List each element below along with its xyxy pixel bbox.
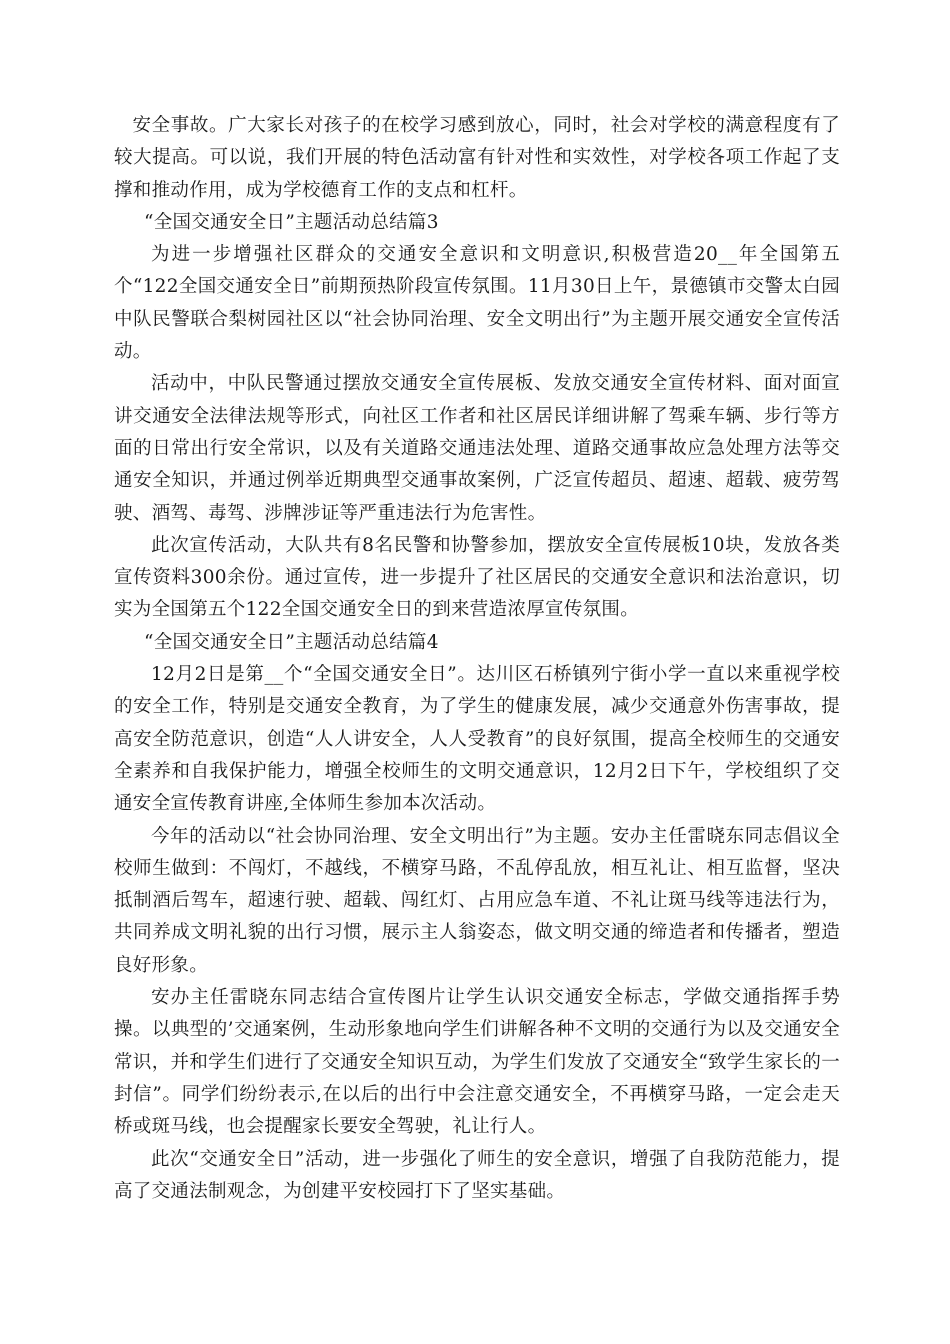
paragraph: 活动中，中队民警通过摆放交通安全宣传展板、发放交通安全宣传材料、面对面宣讲交通安全法律法规等形式，向社区工作者和社区居民详细讲解了驾乘车辆、步行等方面的日常出行安全常识，以及有关道路交通违法处理、道路交通事故应急处理方法等交通安全知识，并通过例举近期典型交通事故案例，广泛宣传超员、超速、超载、疲劳驾驶、酒驾、毒驾、涉牌涉证等严重违法行为危害性。 [114,373,840,524]
paragraph: 安办主任雷晓东同志结合宣传图片让学生认识交通安全标志，学做交通指挥手势操。以典型的’交通案例，生动形象地向学生们讲解各种不文明的交通行为以及交通安全常识，并和学生们进行了交通安全知识互动，为学生们发放了交通安全“致学生家长的一封信”。同学们纷纷表示,在以后的出行中会注意交通安全，不再横穿马路，一定会走天桥或斑马线，也会提醒家长要安全驾驶，礼让行人。 [114,987,840,1138]
document-body [114,110,840,1208]
paragraph: 此次“交通安全日”活动，进一步强化了师生的安全意识，增强了自我防范能力，提高了交通法制观念，为创建平安校园打下了坚实基础。 [114,1148,840,1202]
paragraph: 此次宣传活动，大队共有8名民警和协警参加，摆放安全宣传展板10块，发放各类宣传资料300余份。通过宣传，进一步提升了社区居民的交通安全意识和法治意识，切实为全国第五个122全国交通安全日的到来营造浓厚宣传氛围。 [114,534,840,621]
paragraph-intro-continuation: 安全事故。广大家长对孩子的在校学习感到放心，同时，社会对学校的满意程度有了较大提高。可以说，我们开展的特色活动富有针对性和实效性，对学校各项工作起了支撑和推动作用，成为学校德育工作的支点和杠杆。 [114,115,840,201]
paragraph: 12月2日是第__个“全国交通安全日”。达川区石桥镇列宁街小学一直以来重视学校的安全工作，特别是交通安全教育，为了学生的健康发展，减少交通意外伤害事故，提高安全防范意识，创造“人人讲安全，人人受教育”的良好氛围，提高全校师生的交通安全素养和自我保护能力，增强全校师生的文明交通意识，12月2日下午，学校组织了交通安全宣传教育讲座,全体师生参加本次活动。 [114,664,840,815]
section-heading-part4: “全国交通安全日”主题活动总结篇4 [144,631,439,653]
section-heading-part3: “全国交通安全日”主题活动总结篇3 [144,211,439,233]
paragraph: 今年的活动以“社会协同治理、安全文明出行”为主题。安办主任雷晓东同志倡议全校师生做到：不闯灯，不越线，不横穿马路，不乱停乱放，相互礼让、相互监督，坚决抵制酒后驾车，超速行驶、超载、闯红灯、占用应急车道、不礼让斑马线等违法行为，共同养成文明礼貌的出行习惯，展示主人翁姿态，做文明交通的缔造者和传播者，塑造良好形象。 [114,825,840,976]
paragraph: 为进一步增强社区群众的交通安全意识和文明意识,积极营造20__年全国第五个“122全国交通安全日”前期预热阶段宣传氛围。11月30日上午，景德镇市交警太白园中队民警联合梨树园社区以“社会协同治理、安全文明出行”为主题开展交通安全宣传活动。 [114,244,840,363]
